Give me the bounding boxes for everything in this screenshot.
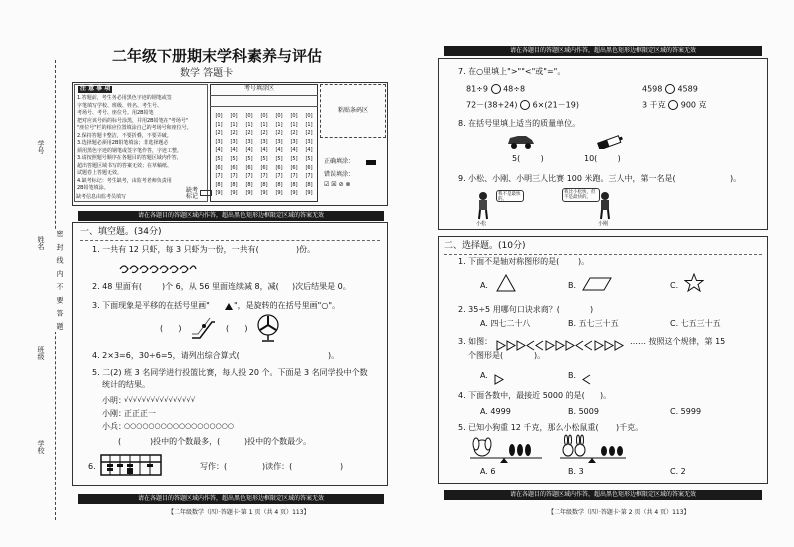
exam-number-bubble[interactable]: [6] [275,164,283,171]
exam-number-bubble[interactable]: [6] [305,164,313,171]
exam-number-bubble[interactable]: [1] [305,121,313,128]
notice-band-top: 请在各题目的答题区域内作答，超出黑色矩形边框限定区域的答案无效 [78,211,384,221]
exam-number-column[interactable] [287,112,301,198]
c2-end: ) [590,305,594,314]
shrimp-image [118,260,198,279]
exam-number-bubble[interactable]: [0] [215,113,223,119]
q5-text-a: 5. 二(2) 班 3 名同学进行投篮比赛，每人投 20 个。下面是 3 名同学投中个数 [92,368,368,377]
c2-option-b[interactable]: B. 五七三十五 [568,319,619,328]
exam-number-bubble[interactable]: [4] [230,147,238,154]
right-band-top: 请在各题目的答题区域内作答，超出黑色矩形边框限定区域的答案无效 [444,46,762,56]
q8-blank-2[interactable]: 10( ) [584,154,621,163]
exam-number-bubble[interactable]: [5] [290,155,298,162]
xiaoming-label: 小明： [102,396,126,405]
exam-number-bubble[interactable]: [1] [230,121,238,128]
exam-number-bubble[interactable]: [6] [230,164,238,171]
right-footer: 【二年级数学（四）·答题卡·第 2 页（共 4 页）113】 [548,509,690,516]
exam-number-bubble[interactable]: [0] [275,113,283,119]
exam-number-bubble[interactable]: [0] [245,113,253,119]
exam-number-bubble[interactable]: [4] [215,147,223,154]
xiaobing-label: 小兵： [102,422,126,431]
c5-option-c[interactable]: C. 2 [670,467,686,476]
exam-number-bubble[interactable]: [2] [260,130,268,137]
exam-number-bubble[interactable]: [6] [215,164,223,171]
q5-paren-open: ( [118,437,122,446]
left-chevron-option [582,370,592,389]
exam-number-column[interactable] [212,112,226,198]
q7-item-2: 4598 4589 [642,84,698,94]
exam-number-bubble[interactable]: [7] [245,173,253,180]
side-label-xingming: 姓名 [37,236,45,250]
exam-number-column[interactable] [272,112,286,198]
exam-number-label: 考号填涂区 [244,85,275,92]
page-title: 二年级下册期末学科素养与评估 [112,47,323,65]
c3-option-b-label[interactable]: B. [568,371,577,380]
barcode-sticker-label: 粘贴条码区 [338,107,369,114]
exam-number-bubble[interactable]: [1] [245,121,253,128]
c2-option-a[interactable]: A. 四七二十八 [480,319,531,328]
c5-option-b[interactable]: B. 3 [568,467,584,476]
exam-number-bubble[interactable]: [3] [245,138,253,145]
exam-number-bubble[interactable]: [6] [260,164,268,171]
exam-number-bubble[interactable]: [8] [260,181,268,188]
q8-text: 8. 在括号里填上适当的质量单位。 [458,119,581,128]
c5-text: 5. 已知小狗重 12 千克，那么小松鼠重( [458,423,599,432]
c3-text-d: )。 [534,351,546,360]
speech-bubble-2: 我比小松快，但不是最快的。 [562,188,600,202]
q4-text-a: 4. 2×3=6，30÷6=5，请列出综合算式( [92,351,240,360]
xiaobing-tally: ○○○○○○○○○○○○○○○○○○ [124,422,234,430]
page-subtitle: 数学 答题卡 [180,68,234,79]
q7-item-1: 81÷9 48÷8 [466,84,526,94]
pattern-sequence [496,336,626,355]
exam-number-bubble[interactable]: [2] [290,130,298,137]
q6-number: 6. [88,462,96,471]
c2-text: 2. 35÷5 用哪句口诀求商？( [458,305,560,314]
dog-balance-image [468,436,544,468]
q3-answer-1[interactable]: ( ) [160,324,182,333]
exam-number-bubble[interactable]: [9] [305,190,313,197]
exam-number-bubble[interactable]: [3] [305,138,313,145]
exam-number-bubble[interactable]: [2] [245,130,253,137]
seal-notice: 密 封 线 内 不 要 答 题 [56,230,64,332]
compare-circle[interactable] [520,100,530,110]
q7-item-3: 72－(38+24) 6×(21－19) [466,100,579,110]
exam-number-bubble[interactable]: [2] [215,130,223,137]
c4-text: 4. 下面各数中，最接近 5000 的是( [458,391,585,400]
exam-number-bubble[interactable]: [2] [305,130,313,137]
q1-text-b: )份。 [296,245,316,254]
exam-number-bubble[interactable]: [7] [260,173,268,180]
exam-number-bubble[interactable]: [6] [245,164,253,171]
absent-fill-note: 缺考信息由监考员填写 [76,194,127,200]
notice-lines: 1.答题前，考生务必用黑色字迹的钢笔或签 字笔填写学校、班级、姓名、考生号、 考场号、考号、座位号。用2B铅笔 把对应该号码的标号涂黑，并用2B铅笔在"考场号" "座位号"栏的相应位置填涂自己的考场号和座位号。 2.保持答题卡整洁，不要折叠，不要弄破。 3.选择题必须用2B铅笔填涂；非选择题必 须用黑色字迹的钢笔或签字笔作答，字迹工整。 3.请按照题号顺序在各题目的答题区域内作答， 超出答题区域书写的答案无效；在草稿纸、 试题卷上答题无效。 4.缺考标记：考生缺考，由监考老师负责用 2B铅笔填涂。 [77,95,192,191]
section-1-underline [80,240,380,241]
c1-text: 1. 下面不是轴对称图形的是( [458,257,560,266]
q2-text-c: )次后结果是 0。 [292,282,351,291]
correct-fill-sample [366,160,376,165]
q5-text-e: )投中的个数最少。 [244,437,312,446]
exam-number-bubble[interactable]: [7] [230,173,238,180]
exam-number-bubble[interactable]: [7] [290,173,298,180]
compare-circle[interactable] [491,84,501,94]
q8-blank-1[interactable]: 5( ) [512,154,544,163]
c1-option-c-label[interactable]: C. [670,281,679,290]
c4-option-c[interactable]: C. 5999 [670,407,702,416]
section-2-title: 二、选择题。(10分) [444,241,526,251]
correct-fill-label: 正确填涂： [324,158,355,165]
xiaoming-tally: √√√√√√√√√√√√√√√√ [124,396,196,404]
absent-label: 缺考标记 [186,187,199,200]
q1-text-a: 1. 一共有 12 只虾，每 3 只虾为一份，一共有( [92,245,259,254]
q7-item-4: 3 千克 900 克 [642,100,707,110]
exam-number-column[interactable] [242,112,256,198]
xiaosong-label: 小松 [476,221,487,227]
toy-car-image [506,132,536,154]
exam-number-bubble[interactable]: [6] [290,164,298,171]
rabbit-balance-image [558,434,628,468]
exam-number-bubble[interactable]: [8] [245,181,253,188]
notice-band-bottom: 请在各题目的答题区域内作答，超出黑色矩形边框限定区域的答案无效 [78,494,384,504]
isosceles-triangle-shape [496,274,516,296]
exam-number-bubble[interactable]: [8] [230,181,238,188]
exam-number-bubble[interactable]: [9] [215,190,223,197]
abacus-image [100,454,162,480]
c3-text-b: …… 按照这个规律，第 15 [630,337,726,346]
exam-number-bubble[interactable]: [8] [215,181,223,188]
exam-number-bubble[interactable]: [3] [230,138,238,145]
exam-number-bubble[interactable]: [1] [275,121,283,128]
c5-end: )千克。 [616,423,644,432]
exam-number-bubble[interactable]: [0] [260,113,268,119]
c5-option-a[interactable]: A. 6 [480,467,496,476]
exam-number-bubble[interactable]: [4] [275,147,283,154]
exam-number-bubble[interactable]: [9] [275,190,283,197]
c2-option-c[interactable]: C. 七五三十五 [670,319,721,328]
left-footer: 【二年级数学（四）·答题卡·第 1 页（共 4 页）113】 [168,509,310,516]
exam-number-bubble[interactable]: [9] [245,190,253,197]
exam-number-bubble[interactable]: [0] [230,113,238,119]
exam-number-bubble[interactable]: [8] [275,181,283,188]
q2-text-b: )个 6，从 56 里面连续减 8，减( [162,282,279,291]
exam-number-bubble[interactable]: [8] [290,181,298,188]
q9-text: 9. 小松、小刚、小明三人比赛 100 米跑。三人中，第一名是( [458,174,676,183]
exam-number-bubble[interactable]: [4] [290,147,298,154]
q3-text-b: "，是旋转的在括号里画"○"。 [234,301,341,310]
section-1-title: 一、填空题。(34分) [80,227,162,237]
q5-text-b: 统计的结果。 [102,380,150,389]
escalator-image [190,316,216,344]
side-label-banji: 班级 [37,346,45,360]
exam-number-bubble[interactable]: [5] [305,155,313,162]
right-triangle-option [494,370,504,389]
fan-image [256,314,280,346]
c4-option-b[interactable]: B. 5009 [568,407,599,416]
exam-number-bubble[interactable]: [5] [230,155,238,162]
exam-number-bubble[interactable]: [5] [245,155,253,162]
q6-read-label: )读作：( [262,462,293,471]
wrong-fill-samples: ☑ ☒ ⊘ ⊗ [324,181,351,188]
exam-number-column[interactable] [257,112,271,198]
exam-number-bubble[interactable]: [3] [215,138,223,145]
exam-number-bubble[interactable]: [4] [260,147,268,154]
xiaogang-tally: 正正正一 [124,409,156,418]
xiaosong-figure [476,191,490,225]
q3-answer-2[interactable]: ( ) [226,324,248,333]
exam-number-bubble[interactable]: [4] [305,147,313,154]
c1-option-a-label[interactable]: A. [480,281,488,290]
exam-number-bubble[interactable]: [1] [215,121,223,128]
exam-number-bubble[interactable]: [2] [275,130,283,137]
q6-write-label: 写作：( [200,462,228,471]
exam-number-bubble[interactable]: [9] [290,190,298,197]
exam-number-bubble[interactable]: [7] [275,173,283,180]
exam-number-bubble[interactable]: [5] [215,155,223,162]
wrong-fill-label: 错误填涂： [324,171,355,178]
section-2-underline [444,254,762,255]
exam-number-bubble[interactable]: [2] [230,130,238,137]
exam-number-bubble[interactable]: [5] [275,155,283,162]
exam-number-column[interactable] [227,112,241,198]
q7-text: 7. 在○里填上">""<"或"="。 [458,67,566,76]
c4-end: )。 [600,391,612,400]
compare-circle[interactable] [668,100,678,110]
c1-option-b-label[interactable]: B. [568,281,577,290]
q9-end: )。 [730,174,742,183]
notice-heading: 注 意 事 项 [80,85,111,92]
parallelogram-shape [582,276,612,295]
exam-number-bubble[interactable]: [1] [290,121,298,128]
c1-end: )。 [578,257,590,266]
c3-text-c: 个图形是( [468,351,504,360]
exam-number-write-row [210,95,318,107]
c3-text-a: 3. 如图： [458,337,493,346]
exam-number-bubble[interactable]: [0] [290,113,298,119]
exam-number-bubble[interactable]: [7] [305,173,313,180]
side-label-xuehao: 学号 [37,140,45,154]
exam-number-bubble[interactable]: [3] [275,138,283,145]
right-band-bottom: 请在各题目的答题区域内作答，超出黑色矩形边框限定区域的答案无效 [444,490,762,500]
exam-number-bubble[interactable]: [9] [260,190,268,197]
exam-number-bubble[interactable]: [3] [260,138,268,145]
q5-text-d: )投中的个数最多，( [150,437,221,446]
q3-text-a: 3. 下面现象是平移的在括号里画" [92,301,210,310]
compare-circle[interactable] [665,84,675,94]
c3-option-a-label[interactable]: A. [480,371,488,380]
xiaogang-figure [598,191,612,225]
exam-number-bubble[interactable]: [4] [245,147,253,154]
triangle-icon [225,303,233,310]
exam-number-bubble[interactable]: [1] [260,121,268,128]
exam-number-bubble[interactable]: [9] [230,190,238,197]
q4-text-b: )。 [328,351,340,360]
c4-option-a[interactable]: A. 4999 [480,407,511,416]
exam-number-bubble[interactable]: [5] [260,155,268,162]
exam-number-column[interactable] [302,112,316,198]
speech-bubble-1: 我不是最快的。 [496,190,524,202]
exam-number-bubble[interactable]: [8] [305,181,313,188]
q2-text-a: 2. 48 里面有( [92,282,143,291]
q6-end: ) [340,462,344,471]
xiaogang-label: 小刚 [598,221,609,227]
exam-number-bubble[interactable]: [0] [305,113,313,119]
star-shape [684,273,704,297]
exam-number-bubble[interactable]: [3] [290,138,298,145]
side-label-xuexiao: 学校 [37,440,45,454]
exam-number-bubbles[interactable] [212,112,316,202]
xiaogang-label: 小刚： [102,409,126,418]
battery-image [596,134,624,153]
exam-number-bubble[interactable]: [7] [215,173,223,180]
